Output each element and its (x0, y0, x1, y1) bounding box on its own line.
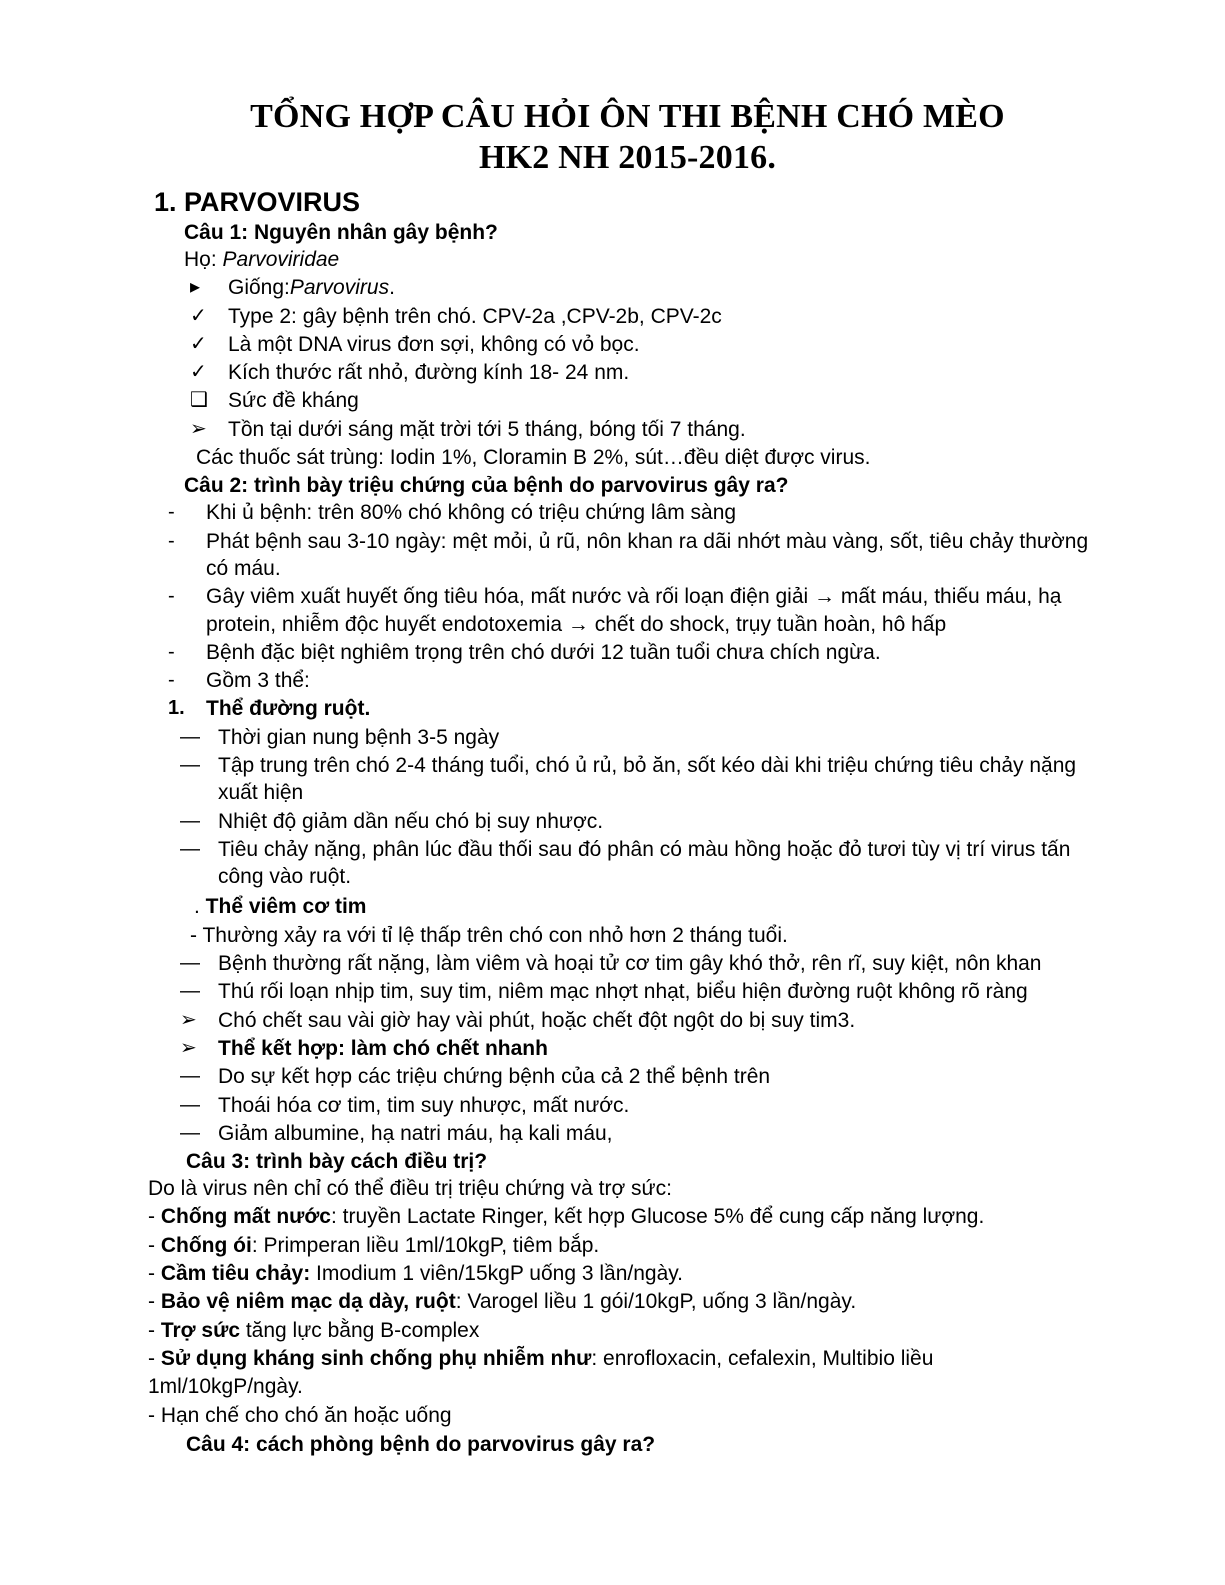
form-2-heading (194, 893, 1107, 920)
list-item-label: Thú rối loạn nhịp tim, suy tim, niêm mạc nhợt nhạt, biểu hiện đường ruột không rõ ràng (218, 980, 1028, 1004)
list-item (174, 1063, 1107, 1090)
list-item-label: Giảm albumine, hạ natri máu, hạ kali máu, (218, 1121, 613, 1145)
list-item-label: Phát bệnh sau 3-10 ngày: mệt mỏi, ủ rũ, nôn khan ra dãi nhớt màu vàng, sốt, tiêu chảy thường có máu. (206, 529, 1089, 580)
list-item-suffix: . (389, 276, 395, 300)
square-bullet-icon: ❑ (190, 389, 208, 412)
form-3-heading (174, 1035, 1107, 1062)
emdash-bullet-icon: — (180, 753, 200, 776)
form-2-list (148, 950, 1107, 1034)
list-item (184, 331, 1107, 358)
list-item-label: Kích thước rất nhỏ, đường kính 18- 24 nm. (228, 361, 630, 385)
line-rest: Imodium 1 viên/15kgP uống 3 lần/ngày. (310, 1262, 684, 1286)
list-item (162, 667, 1107, 694)
question-3-intro: Do là virus nên chỉ có thể điều trị triệu chứng và trợ sức: (148, 1177, 672, 1201)
list-item-italic: Parvovirus (289, 276, 390, 300)
family-line (184, 246, 1107, 273)
check-bullet-icon: ✓ (190, 361, 207, 384)
form-1-list (148, 724, 1107, 891)
title-line-2: HK2 NH 2015-2016. (478, 139, 777, 177)
form-3-list (148, 1063, 1107, 1147)
check-bullet-icon: ✓ (190, 332, 207, 355)
page-title (148, 96, 1107, 179)
list-item-label: Là một DNA virus đơn sợi, không có vỏ bọc. (228, 332, 640, 356)
line-prefix: - (148, 1290, 161, 1314)
list-item-label: Thời gian nung bệnh 3-5 ngày (218, 725, 500, 749)
triangle-bullet-icon: ➢ (180, 1036, 197, 1059)
list-item (162, 583, 1107, 638)
list-item-label: Bệnh đặc biệt nghiêm trọng trên chó dưới 12 tuần tuổi chưa chích ngừa. (206, 640, 881, 664)
treatment-line (148, 1260, 1107, 1287)
line-prefix: - (148, 1318, 161, 1342)
line-prefix: - (148, 1346, 161, 1370)
list-item (174, 1092, 1107, 1119)
line-bold: Bảo vệ niêm mạc dạ dày, ruột (160, 1290, 456, 1314)
treatment-line (148, 1345, 1107, 1372)
treatment-line (148, 1288, 1107, 1315)
line-bold: Chống ói (160, 1233, 252, 1257)
list-item-label: Gây viêm xuất huyết ống tiêu hóa, mất nước và rối loạn điện giải → mất máu, thiếu máu, hạ protein, nhiễm độc huyết endotoxemia → chết do shock, trụy tuần hoàn, hô hấp (206, 585, 1062, 636)
list-item (174, 1007, 1107, 1034)
treatment-line (148, 1317, 1107, 1344)
dash-bullet-icon: - (168, 640, 175, 663)
line-bold: Cầm tiêu chảy: (160, 1262, 311, 1286)
line-prefix: - (148, 1233, 161, 1257)
dose-line: 1ml/10kgP/ngày. (148, 1375, 303, 1399)
line-prefix: - (148, 1262, 161, 1286)
list-item-label: Sức đề kháng (228, 389, 359, 413)
list-item (184, 416, 1107, 443)
list-item (184, 303, 1107, 330)
list-item-label: Gồm 3 thể: (206, 669, 310, 693)
restriction-line: - Hạn chế cho chó ăn hoặc uống (148, 1403, 452, 1427)
list-item-label: Nhiệt độ giảm dần nếu chó bị suy nhược. (218, 809, 604, 833)
dash-bullet-icon: - (168, 585, 175, 608)
question-1-heading: Câu 1: Nguyên nhân gây bệnh? (184, 220, 498, 244)
list-item-label: Khi ủ bệnh: trên 80% chó không có triệu chứng lâm sàng (206, 501, 737, 525)
line-bold: Sử dụng kháng sinh chống phụ nhiễm như (160, 1346, 592, 1370)
triangle-bullet-icon: ➢ (190, 417, 207, 440)
question-1-closing: Các thuốc sát trùng: Iodin 1%, Cloramin B 2%, sút…đều diệt được virus. (196, 446, 871, 470)
family-value: Parvoviridae (222, 247, 340, 271)
emdash-bullet-icon: — (180, 952, 200, 975)
emdash-bullet-icon: — (180, 837, 200, 860)
list-item-label: Tập trung trên chó 2-4 tháng tuổi, chó ủ rủ, bỏ ăn, sốt kéo dài khi triệu chứng tiêu chảy nặng xuất hiện (218, 753, 1077, 805)
list-item-label: Giống: (228, 276, 290, 300)
form-2-prefix: . (194, 895, 206, 919)
title-line-1: TỔNG HỢP CÂU HỎI ÔN THI BỆNH CHÓ MÈO (250, 98, 1005, 135)
line-prefix: - (148, 1205, 161, 1229)
line-rest: : Primperan liều 1ml/10kgP, tiêm bắp. (251, 1233, 600, 1257)
list-item (184, 387, 1107, 414)
line-rest: : enrofloxacin, cefalexin, Multibio liều (591, 1346, 934, 1370)
emdash-bullet-icon: — (180, 809, 200, 832)
question-1-list (148, 274, 1107, 443)
question-3-heading: Câu 3: trình bày cách điều trị? (186, 1150, 488, 1174)
list-item (174, 978, 1107, 1005)
list-item (174, 836, 1107, 891)
emdash-bullet-icon: — (180, 1093, 200, 1116)
list-item (184, 274, 1107, 301)
dash-bullet-icon: - (168, 669, 175, 692)
emdash-bullet-icon: — (180, 1065, 200, 1088)
list-item-label: Chó chết sau vài giờ hay vài phút, hoặc chết đột ngột do bị suy tim3. (218, 1008, 856, 1032)
treatment-line (148, 1232, 1107, 1259)
list-item (174, 724, 1107, 751)
dash-bullet-icon: - (168, 529, 175, 552)
family-label: Họ: (184, 247, 223, 271)
list-item (162, 639, 1107, 666)
question-2-heading: Câu 2: trình bày triệu chứng của bệnh do parvovirus gây ra? (184, 474, 789, 498)
list-item (174, 752, 1107, 807)
arrow-bullet-icon: ▸ (190, 276, 201, 299)
list-item (174, 1120, 1107, 1147)
list-item-label: Tồn tại dưới sáng mặt trời tới 5 tháng, bóng tối 7 tháng. (228, 417, 746, 441)
list-item (162, 528, 1107, 583)
check-bullet-icon: ✓ (190, 304, 207, 327)
emdash-bullet-icon: — (180, 725, 200, 748)
question-4-heading: Câu 4: cách phòng bệnh do parvovirus gây ra? (186, 1432, 656, 1456)
form-3-heading-list (148, 1035, 1107, 1062)
list-item-label: Do sự kết hợp các triệu chứng bệnh của cả 2 thể bệnh trên (218, 1065, 771, 1089)
form-2-first-line: - Thường xảy ra với tỉ lệ thấp trên chó con nhỏ hơn 2 tháng tuổi. (190, 923, 788, 947)
line-rest: : truyền Lactate Ringer, kết hợp Glucose 5% để cung cấp năng lượng. (330, 1205, 985, 1229)
emdash-bullet-icon: — (180, 1121, 200, 1144)
list-item (174, 950, 1107, 977)
list-item-label: Thoái hóa cơ tim, tim suy nhược, mất nước. (218, 1093, 630, 1117)
section-heading-parvovirus: 1. PARVOVIRUS (154, 186, 361, 217)
form-1-title: Thể đường ruột. (206, 697, 371, 721)
form-1-heading-list (148, 695, 1107, 722)
list-item-label: Tiêu chảy nặng, phân lúc đầu thối sau đó phân có màu hồng hoặc đỏ tươi tùy vị trí virus tấn công vào ruột. (218, 837, 1071, 889)
list-item (162, 499, 1107, 526)
treatment-line (148, 1203, 1107, 1230)
form-2-title: Thể viêm cơ tim (205, 895, 367, 919)
list-item (174, 808, 1107, 835)
triangle-bullet-icon: ➢ (180, 1008, 197, 1031)
line-rest: : Varogel liều 1 gói/10kgP, uống 3 lần/ngày. (455, 1290, 857, 1314)
list-item (184, 359, 1107, 386)
ordinal-marker: 1. (168, 697, 185, 720)
form-3-title: Thể kết hợp: làm chó chết nhanh (218, 1036, 548, 1060)
list-item-label: Type 2: gây bệnh trên chó. CPV-2a ,CPV-2b, CPV-2c (228, 304, 722, 328)
form-1-heading (162, 695, 1107, 722)
line-bold: Trợ sức (160, 1318, 240, 1342)
dash-bullet-icon: - (168, 501, 175, 524)
emdash-bullet-icon: — (180, 980, 200, 1003)
question-2-list (148, 499, 1107, 694)
list-item-label: Bệnh thường rất nặng, làm viêm và hoại tử cơ tim gây khó thở, rên rĩ, suy kiệt, nôn khan (218, 952, 1042, 976)
line-rest: tăng lực bằng B-complex (240, 1318, 480, 1342)
line-bold: Chống mất nước (160, 1205, 331, 1229)
